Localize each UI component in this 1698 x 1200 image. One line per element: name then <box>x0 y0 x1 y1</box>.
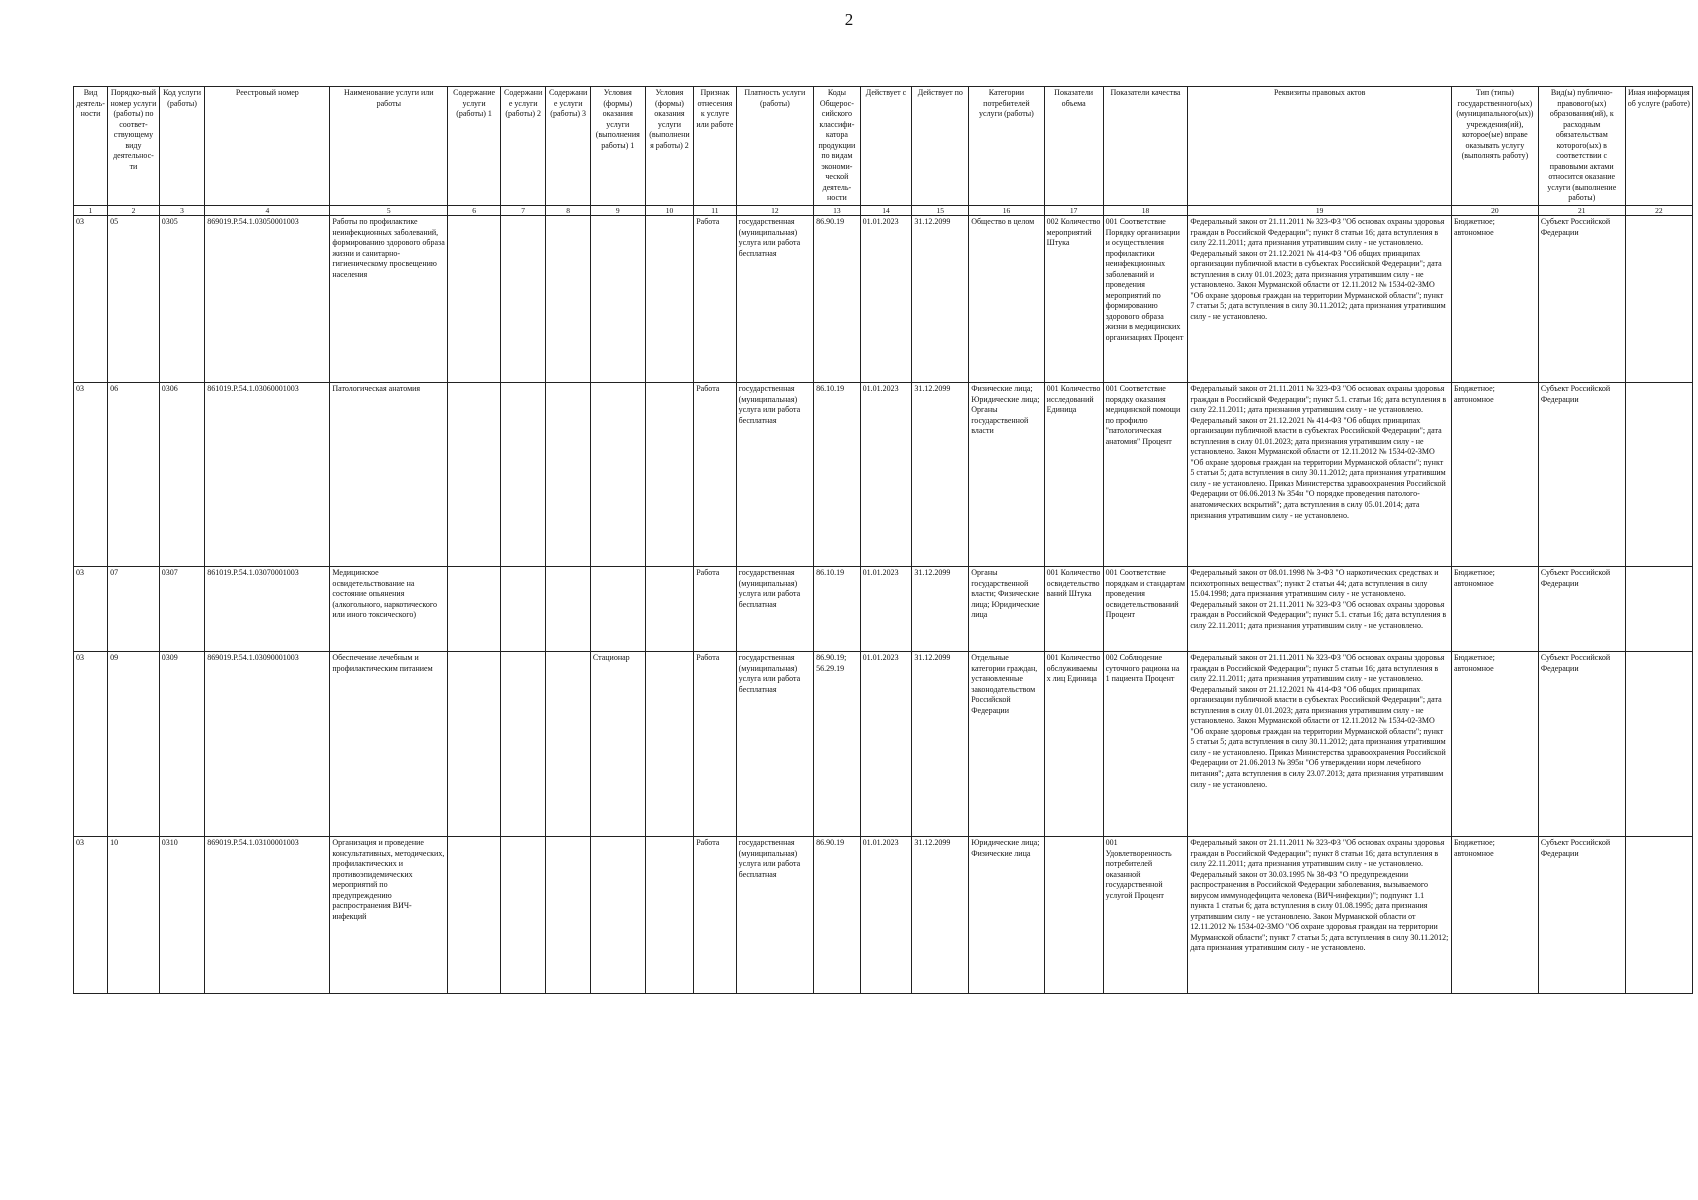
cell-service-code: 0305 <box>159 216 204 383</box>
table-row <box>74 216 1693 383</box>
cell-condition-1 <box>590 216 645 383</box>
cell-service-name: Обеспечение лечебным и профилактическим питанием <box>330 652 448 837</box>
cell-legal-acts: Федеральный закон от 21.11.2011 № 323-ФЗ "Об основах охраны здоровья граждан в Российской Федерации"; пункт 5.1. статьи 16; дата вступления в силу 22.11.2011; дата признания утратившим силу - не установлено. Федеральный закон от 21.12.2021 № 414-ФЗ "Об общих принципах организации публичной власти в субъектах Российской Федерации"; дата вступления в силу 01.01.2023; дата признания утратившим силу - не установлено. Закон Мурманской области от 12.11.2012 № 1534-02-ЗМО "Об охране здоровья граждан на территории Мурманской области"; пункт 5 статьи 5; дата вступления в силу 30.11.2012; дата признания утратившим силу - не установлено. Приказ Министерства здравоохранения Российской Федерации от 06.06.2013 № 354н "О порядке проведения патолого-анатомических вскрытий"; дата вступления в силу 05.01.2014; дата признания утратившим силу - не установлено. <box>1188 383 1452 567</box>
column-header: Содержание услуги (работы) 3 <box>546 87 590 206</box>
cell-order-number: 10 <box>108 837 160 994</box>
column-header: Признак отнесения к услуге или работе <box>694 87 736 206</box>
services-registry-table <box>73 86 1693 994</box>
cell-volume-indicator: 001 Количество обслуживаемых лиц Единица <box>1044 652 1103 837</box>
cell-institution-type: Бюджетное; автономное <box>1451 383 1538 567</box>
column-number: 11 <box>694 206 736 216</box>
column-number: 4 <box>205 206 330 216</box>
cell-content-3 <box>546 567 590 652</box>
column-header: Категории потребителей услуги (работы) <box>969 87 1044 206</box>
column-header: Показатели объема <box>1044 87 1103 206</box>
cell-condition-1 <box>590 837 645 994</box>
cell-okved-code: 86.10.19 <box>814 383 861 567</box>
table-row <box>74 652 1693 837</box>
column-number: 7 <box>500 206 545 216</box>
header-row <box>74 87 1693 206</box>
page-number: 2 <box>844 10 854 29</box>
cell-service-or-work: Работа <box>694 216 736 383</box>
cell-content-3 <box>546 652 590 837</box>
cell-consumers: Физические лица; Юридические лица; Органы государственной власти <box>969 383 1044 567</box>
cell-institution-type: Бюджетное; автономное <box>1451 652 1538 837</box>
cell-condition-2 <box>645 383 694 567</box>
cell-service-code: 0307 <box>159 567 204 652</box>
cell-content-1 <box>448 837 501 994</box>
cell-registry-number: 861019.Р.54.1.03070001003 <box>205 567 330 652</box>
cell-legal-acts: Федеральный закон от 21.11.2011 № 323-ФЗ "Об основах охраны здоровья граждан в Российской Федерации"; пункт 8 статьи 16; дата вступления в силу 22.11.2011; дата признания утратившим силу - не установлено. Федеральный закон от 21.12.2021 № 414-ФЗ "Об общих принципах организации публичной власти в субъектах Российской Федерации"; дата вступления в силу 01.01.2023; дата признания утратившим силу - не установлено. Закон Мурманской области от 12.11.2012 № 1534-02-ЗМО "Об охране здоровья граждан на территории Мурманской области"; пункт 7 статьи 5; дата вступления в силу 30.11.2012; дата признания утратившим силу - не установлено. <box>1188 216 1452 383</box>
column-header: Действует с <box>860 87 912 206</box>
column-number: 5 <box>330 206 448 216</box>
cell-valid-from: 01.01.2023 <box>860 567 912 652</box>
table-row <box>74 837 1693 994</box>
cell-valid-from: 01.01.2023 <box>860 383 912 567</box>
cell-consumers: Общество в целом <box>969 216 1044 383</box>
column-number: 20 <box>1451 206 1538 216</box>
cell-valid-from: 01.01.2023 <box>860 837 912 994</box>
cell-service-code: 0310 <box>159 837 204 994</box>
cell-valid-from: 01.01.2023 <box>860 216 912 383</box>
cell-content-1 <box>448 383 501 567</box>
column-number: 16 <box>969 206 1044 216</box>
column-header: Коды Общерос-сийского классифи-катора продукции по видам экономи-ческой деятель-ности <box>814 87 861 206</box>
cell-volume-indicator: 001 Количество освидетельствований Штука <box>1044 567 1103 652</box>
cell-quality-indicator: 001 Удовлетворенность потребителей оказанной государственной услугой Процент <box>1103 837 1188 994</box>
cell-service-name: Организация и проведение консультативных, методических, профилактических и противоэпидемических мероприятий по предупреждению распространения ВИЧ-инфекций <box>330 837 448 994</box>
cell-service-code: 0309 <box>159 652 204 837</box>
cell-payment: государственная (муниципальная) услуга или работа бесплатная <box>736 383 814 567</box>
cell-okved-code: 86.90.19 <box>814 837 861 994</box>
column-header: Платность услуги (работы) <box>736 87 814 206</box>
cell-valid-to: 31.12.2099 <box>912 652 969 837</box>
cell-order-number: 07 <box>108 567 160 652</box>
column-number: 9 <box>590 206 645 216</box>
cell-condition-1 <box>590 567 645 652</box>
cell-quality-indicator: 001 Соответствие порядкам и стандартам проведения освидетельствований Процент <box>1103 567 1188 652</box>
cell-institution-type: Бюджетное; автономное <box>1451 216 1538 383</box>
cell-content-1 <box>448 216 501 383</box>
cell-quality-indicator: 001 Соответствие порядку оказания медицинской помощи по профилю "патологическая анатомия" Процент <box>1103 383 1188 567</box>
cell-payment: государственная (муниципальная) услуга или работа бесплатная <box>736 567 814 652</box>
column-number: 18 <box>1103 206 1188 216</box>
column-number: 21 <box>1538 206 1625 216</box>
cell-other-info <box>1625 837 1692 994</box>
cell-payment: государственная (муниципальная) услуга или работа бесплатная <box>736 216 814 383</box>
column-header: Иная информация об услуге (работе) <box>1625 87 1692 206</box>
column-header: Действует по <box>912 87 969 206</box>
cell-activity-type: 03 <box>74 567 108 652</box>
column-header: Реквизиты правовых актов <box>1188 87 1452 206</box>
column-number: 2 <box>108 206 160 216</box>
cell-order-number: 09 <box>108 652 160 837</box>
column-header: Вид деятель-ности <box>74 87 108 206</box>
cell-other-info <box>1625 216 1692 383</box>
column-header: Содержание услуги (работы) 2 <box>500 87 545 206</box>
column-number: 14 <box>860 206 912 216</box>
cell-service-name: Патологическая анатомия <box>330 383 448 567</box>
column-number: 19 <box>1188 206 1452 216</box>
cell-service-or-work: Работа <box>694 837 736 994</box>
cell-okved-code: 86.10.19 <box>814 567 861 652</box>
cell-public-entity: Субъект Российской Федерации <box>1538 216 1625 383</box>
cell-valid-to: 31.12.2099 <box>912 216 969 383</box>
cell-public-entity: Субъект Российской Федерации <box>1538 837 1625 994</box>
table-row <box>74 383 1693 567</box>
column-number: 8 <box>546 206 590 216</box>
cell-institution-type: Бюджетное; автономное <box>1451 837 1538 994</box>
cell-activity-type: 03 <box>74 652 108 837</box>
cell-public-entity: Субъект Российской Федерации <box>1538 567 1625 652</box>
cell-okved-code: 86.90.19; 56.29.19 <box>814 652 861 837</box>
cell-service-name: Работы по профилактике неинфекционных заболеваний, формированию здорового образа жизни и санитарно-гигиеническому просвещению населения <box>330 216 448 383</box>
column-header: Тип (типы) государственного(ых) (муниципального(ых)) учреждения(ий), которое(ые) вправе оказывать услугу (выполнять работу) <box>1451 87 1538 206</box>
column-header: Реестровый номер <box>205 87 330 206</box>
column-header: Код услуги (работы) <box>159 87 204 206</box>
column-header: Порядко-вый номер услуги (работы) по соответ-ствующему виду деятельнос-ти <box>108 87 160 206</box>
cell-payment: государственная (муниципальная) услуга или работа бесплатная <box>736 837 814 994</box>
cell-order-number: 05 <box>108 216 160 383</box>
column-header: Условия (формы) оказания услуги (выполнения работы) 2 <box>645 87 694 206</box>
cell-other-info <box>1625 652 1692 837</box>
cell-condition-1 <box>590 383 645 567</box>
cell-service-code: 0306 <box>159 383 204 567</box>
cell-order-number: 06 <box>108 383 160 567</box>
column-header: Показатели качества <box>1103 87 1188 206</box>
cell-valid-from: 01.01.2023 <box>860 652 912 837</box>
column-header: Содержание услуги (работы) 1 <box>448 87 501 206</box>
cell-consumers: Органы государственной власти; Физические лица; Юридические лица <box>969 567 1044 652</box>
cell-valid-to: 31.12.2099 <box>912 567 969 652</box>
column-header: Вид(ы) публично-правового(ых) образования(ий), к расходным обязательствам которого(ых) в соответствии с правовыми актами относится оказание услуги (выполнение работы) <box>1538 87 1625 206</box>
cell-quality-indicator: 002 Соблюдение суточного рациона на 1 пациента Процент <box>1103 652 1188 837</box>
cell-quality-indicator: 001 Соответствие Порядку организации и осуществления профилактики неинфекционных заболеваний и проведения мероприятий по формированию здорового образа жизни в медицинских организациях Процент <box>1103 216 1188 383</box>
cell-payment: государственная (муниципальная) услуга или работа бесплатная <box>736 652 814 837</box>
column-number-row <box>74 206 1693 216</box>
cell-activity-type: 03 <box>74 216 108 383</box>
cell-registry-number: 869019.Р.54.1.03100001003 <box>205 837 330 994</box>
column-number: 12 <box>736 206 814 216</box>
cell-condition-2 <box>645 837 694 994</box>
cell-service-or-work: Работа <box>694 652 736 837</box>
cell-content-3 <box>546 216 590 383</box>
cell-content-1 <box>448 567 501 652</box>
cell-registry-number: 861019.Р.54.1.03060001003 <box>205 383 330 567</box>
cell-content-2 <box>500 216 545 383</box>
cell-content-1 <box>448 652 501 837</box>
cell-content-2 <box>500 652 545 837</box>
cell-condition-2 <box>645 216 694 383</box>
cell-consumers: Отдельные категории граждан, установленные законодательством Российской Федерации <box>969 652 1044 837</box>
column-header: Наименование услуги или работы <box>330 87 448 206</box>
cell-volume-indicator: 001 Количество исследований Единица <box>1044 383 1103 567</box>
cell-content-2 <box>500 567 545 652</box>
column-number: 1 <box>74 206 108 216</box>
cell-activity-type: 03 <box>74 837 108 994</box>
cell-valid-to: 31.12.2099 <box>912 837 969 994</box>
column-number: 22 <box>1625 206 1692 216</box>
column-number: 6 <box>448 206 501 216</box>
cell-legal-acts: Федеральный закон от 08.01.1998 № 3-ФЗ "О наркотических средствах и психотропных веществах"; пункт 2 статьи 44; дата вступления в силу 15.04.1998; дата признания утратившим силу - не установлено. Федеральный закон от 21.11.2011 № 323-ФЗ "Об основах охраны здоровья граждан в Российской Федерации"; пункт 5.1. статьи 16; дата вступления в силу 22.11.2011; дата признания утратившим силу - не установлено. <box>1188 567 1452 652</box>
cell-service-or-work: Работа <box>694 567 736 652</box>
column-number: 3 <box>159 206 204 216</box>
column-header: Условия (формы) оказания услуги (выполнения работы) 1 <box>590 87 645 206</box>
cell-service-or-work: Работа <box>694 383 736 567</box>
cell-registry-number: 869019.Р.54.1.03090001003 <box>205 652 330 837</box>
cell-volume-indicator <box>1044 837 1103 994</box>
cell-condition-2 <box>645 652 694 837</box>
cell-content-3 <box>546 837 590 994</box>
table-row <box>74 567 1693 652</box>
cell-other-info <box>1625 567 1692 652</box>
cell-content-3 <box>546 383 590 567</box>
column-number: 17 <box>1044 206 1103 216</box>
cell-service-name: Медицинское освидетельствование на состояние опьянения (алкогольного, наркотического или иного токсического) <box>330 567 448 652</box>
cell-condition-1: Стационар <box>590 652 645 837</box>
cell-okved-code: 86.90.19 <box>814 216 861 383</box>
cell-other-info <box>1625 383 1692 567</box>
column-number: 10 <box>645 206 694 216</box>
cell-legal-acts: Федеральный закон от 21.11.2011 № 323-ФЗ "Об основах охраны здоровья граждан в Российской Федерации"; пункт 8 статьи 16; дата вступления в силу 22.11.2011; дата признания утратившим силу - не установлено. Федеральный закон от 30.03.1995 № 38-ФЗ "О предупреждении распространения в Российской Федерации заболевания, вызываемого вирусом иммунодефицита человека (ВИЧ-инфекции)"; подпункт 1.1 пункта 1 статьи 6; дата вступления в силу 01.08.1995; дата признания утратившим силу - не установлено. Закон Мурманской области от 12.11.2012 № 1534-02-ЗМО "Об охране здоровья граждан на территории Мурманской области"; пункт 7 статьи 5; дата вступления в силу 30.11.2012; дата признания утратившим силу - не установлено. <box>1188 837 1452 994</box>
cell-institution-type: Бюджетное; автономное <box>1451 567 1538 652</box>
cell-public-entity: Субъект Российской Федерации <box>1538 383 1625 567</box>
cell-content-2 <box>500 837 545 994</box>
cell-condition-2 <box>645 567 694 652</box>
cell-consumers: Юридические лица; Физические лица <box>969 837 1044 994</box>
cell-activity-type: 03 <box>74 383 108 567</box>
cell-public-entity: Субъект Российской Федерации <box>1538 652 1625 837</box>
cell-legal-acts: Федеральный закон от 21.11.2011 № 323-ФЗ "Об основах охраны здоровья граждан в Российской Федерации"; пункт 5 статьи 16; дата вступления в силу 22.11.2011; дата признания утратившим силу - не установлено. Федеральный закон от 21.12.2021 № 414-ФЗ "Об общих принципах организации публичной власти в субъектах Российской Федерации"; дата вступления в силу 01.01.2023; дата признания утратившим силу - не установлено. Закон Мурманской области от 12.11.2012 № 1534-02-ЗМО "Об охране здоровья граждан на территории Мурманской области"; пункт 5 статьи 5; дата вступления в силу 30.11.2012; дата признания утратившим силу - не установлено. Приказ Министерства здравоохранения Российской Федерации от 21.06.2013 № 395н "Об утверждении норм лечебного питания"; дата вступления в силу 23.07.2013; дата признания утратившим силу - не установлено. <box>1188 652 1452 837</box>
cell-content-2 <box>500 383 545 567</box>
column-number: 13 <box>814 206 861 216</box>
cell-volume-indicator: 002 Количество мероприятий Штука <box>1044 216 1103 383</box>
cell-valid-to: 31.12.2099 <box>912 383 969 567</box>
column-number: 15 <box>912 206 969 216</box>
cell-registry-number: 869019.Р.54.1.03050001003 <box>205 216 330 383</box>
